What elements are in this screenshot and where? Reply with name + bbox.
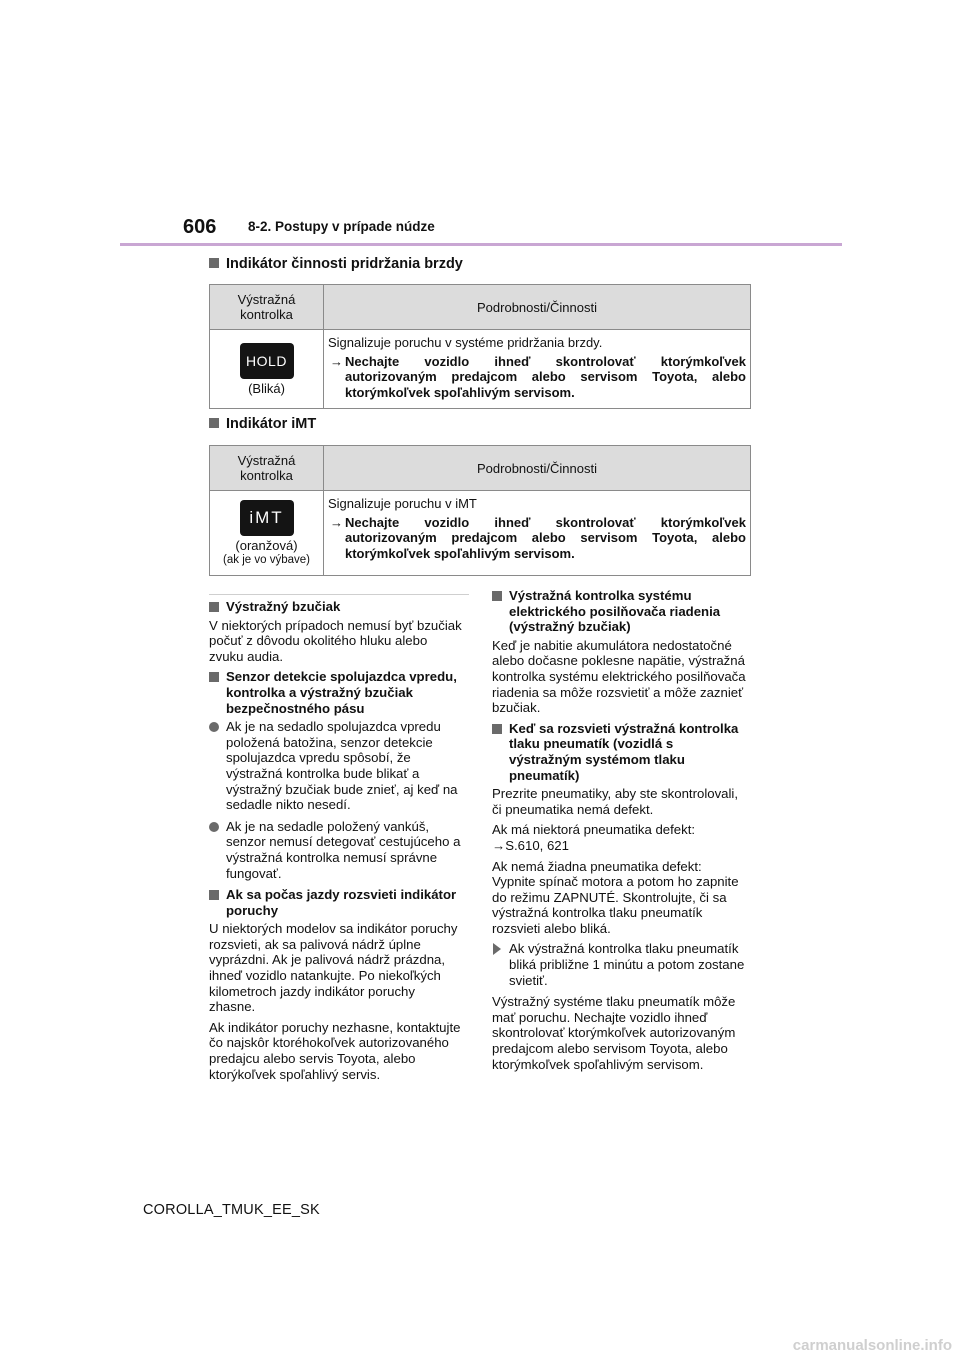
square-bullet-icon bbox=[209, 890, 219, 900]
note-text: U niektorých modelov sa indikátor poruchy rozsvieti, ak sa palivová nádrž úplne vyprázdni. Ak je palivová nádrž prázdna, ihneď vozidlo natankujte. Po niekoľkých kilometroch jazdy indikátor poruchy zhasne. bbox=[209, 921, 458, 1015]
triangle-bullet-icon bbox=[493, 943, 501, 955]
square-bullet-icon bbox=[492, 591, 502, 601]
lamp-caption-optional: (ak je vo výbave) bbox=[223, 554, 310, 566]
section-title: 8-2. Postupy v prípade núdze bbox=[248, 219, 435, 234]
warning-table-hold bbox=[209, 284, 751, 409]
page-reference: →S.610, 621 bbox=[492, 837, 569, 853]
step-item bbox=[492, 941, 746, 988]
heading-imt bbox=[209, 416, 316, 432]
square-bullet-icon bbox=[209, 602, 219, 612]
arrow-right-icon: → bbox=[330, 514, 343, 530]
action-line bbox=[328, 515, 746, 562]
lamp-cell bbox=[210, 491, 324, 576]
note-title bbox=[492, 721, 746, 783]
square-bullet-icon bbox=[492, 724, 502, 734]
square-bullet-icon bbox=[209, 672, 219, 682]
arrow-right-icon: → bbox=[330, 353, 343, 369]
note-text: Ak nemá žiadna pneumatika defekt: Vypnite spínač motora a potom ho zapnite do režimu ZAPNUTÉ. Skontrolujte, či sa výstražná kontrolka tlaku pneumatík rozsvieti alebo bliká. bbox=[492, 858, 739, 936]
action-line bbox=[328, 354, 746, 401]
bullet-item bbox=[209, 819, 463, 881]
right-column bbox=[492, 588, 746, 1077]
action-text: Nechajte vozidlo ihneď skontrolovať ktorýmkoľvek autorizovaným predajcom alebo servisom Toyota, alebo ktorýmkoľvek spoľahlivým servisom. bbox=[345, 514, 746, 561]
note-text: Keď je nabitie akumulátora nedostatočné alebo dočasne poklesne napätie, výstražná kontrolka systému elektrického posilňovača riadenia sa môže rozsvietiť a môže zaznieť bzučiak. bbox=[492, 637, 746, 716]
col-header-lamp: Výstražná kontrolka bbox=[210, 446, 324, 491]
note-text: Výstražný systéme tlaku pneumatík môže mať poruchu. Nechajte vozidlo ihneď skontrolovať ktorýmkoľvek autorizovaným predajcom alebo servisom Toyota, alebo ktorýmkoľvek spoľahlivým servisom. bbox=[492, 994, 736, 1072]
note-text: V niektorých prípadoch nemusí byť bzučiak počuť z dôvodu okolitého hluku alebo zvuku audia. bbox=[209, 617, 462, 664]
watermark: carmanualsonline.info bbox=[792, 1337, 952, 1354]
note-title bbox=[209, 599, 463, 615]
warning-table-imt bbox=[209, 445, 751, 576]
note-title-text: Výstražná kontrolka systému elektrického posilňovača riadenia (výstražný bzučiak) bbox=[509, 588, 721, 635]
heading-hold bbox=[209, 256, 463, 272]
circle-bullet-icon bbox=[209, 822, 219, 832]
note-title-text: Výstražný bzučiak bbox=[226, 599, 341, 614]
header-rule bbox=[120, 243, 842, 246]
note-title bbox=[209, 669, 463, 716]
square-bullet-icon bbox=[209, 258, 219, 268]
note-title-text: Ak sa počas jazdy rozsvieti indikátor poruchy bbox=[226, 887, 457, 918]
col-header-details: Podrobnosti/Činnosti bbox=[324, 446, 751, 491]
note-text: Prezrite pneumatiky, aby ste skontrolovali, či pneumatika nemá defekt. bbox=[492, 786, 739, 817]
bullet-item bbox=[209, 719, 463, 813]
footer-code: COROLLA_TMUK_EE_SK bbox=[143, 1202, 320, 1218]
col-header-details: Podrobnosti/Činnosti bbox=[324, 285, 751, 330]
details-cell bbox=[324, 491, 751, 576]
circle-bullet-icon bbox=[209, 722, 219, 732]
note-text: Ak má niektorá pneumatika defekt: bbox=[492, 822, 696, 838]
left-column bbox=[209, 599, 463, 1087]
note-title bbox=[209, 887, 463, 918]
note-text: Ak indikátor poruchy nezhasne, kontaktujte čo najskôr ktoréhokoľvek autorizovaného predajcu alebo servis Toyota, alebo ktorýkoľvek spoľahlivý servis. bbox=[209, 1019, 461, 1082]
details-text: Signalizuje poruchu v systéme pridržania brzdy. bbox=[328, 335, 603, 350]
square-bullet-icon bbox=[209, 418, 219, 428]
lamp-cell bbox=[210, 330, 324, 409]
bullet-text: Ak je na sedadle položený vankúš, senzor nemusí detegovať cestujúceho a výstražná kontrolka nemusí správne fungovať. bbox=[226, 818, 461, 881]
action-text: Nechajte vozidlo ihneď skontrolovať ktorýmkoľvek autorizovaným predajcom alebo servisom Toyota, alebo ktorýmkoľvek spoľahlivým servisom. bbox=[345, 353, 746, 400]
step-text: Ak výstražná kontrolka tlaku pneumatík bliká približne 1 minútu a potom zostane svietiť. bbox=[509, 941, 745, 988]
column-divider bbox=[209, 594, 469, 595]
lamp-caption: (oranžová) bbox=[235, 538, 298, 553]
note-title-text: Keď sa rozsvieti výstražná kontrolka tlaku pneumatík (vozidlá s výstražným systémom tlaku pneumatík) bbox=[509, 720, 739, 783]
heading-imt-text: Indikátor iMT bbox=[226, 416, 317, 432]
col-header-lamp: Výstražná kontrolka bbox=[210, 285, 324, 330]
bullet-text: Ak je na sedadlo spolujazdca vpredu položená batožina, senzor detekcie spolujazdca vpredu spôsobí, že výstražná kontrolka bude blikať a výstražný bzučiak bude znieť, aj keď na sedadle nikto nesedí. bbox=[226, 719, 458, 813]
heading-hold-text: Indikátor činnosti pridržania brzdy bbox=[226, 256, 463, 272]
details-cell bbox=[324, 330, 751, 409]
imt-lamp-icon: iMT bbox=[240, 500, 294, 536]
page-number: 606 bbox=[183, 216, 217, 238]
lamp-caption: (Bliká) bbox=[248, 380, 285, 396]
note-title bbox=[492, 588, 746, 635]
hold-lamp-icon: HOLD bbox=[240, 343, 294, 379]
note-title-text: Senzor detekcie spolujazdca vpredu, kontrolka a výstražný bzučiak bezpečnostného pásu bbox=[226, 669, 457, 716]
details-text: Signalizuje poruchu v iMT bbox=[328, 496, 477, 511]
